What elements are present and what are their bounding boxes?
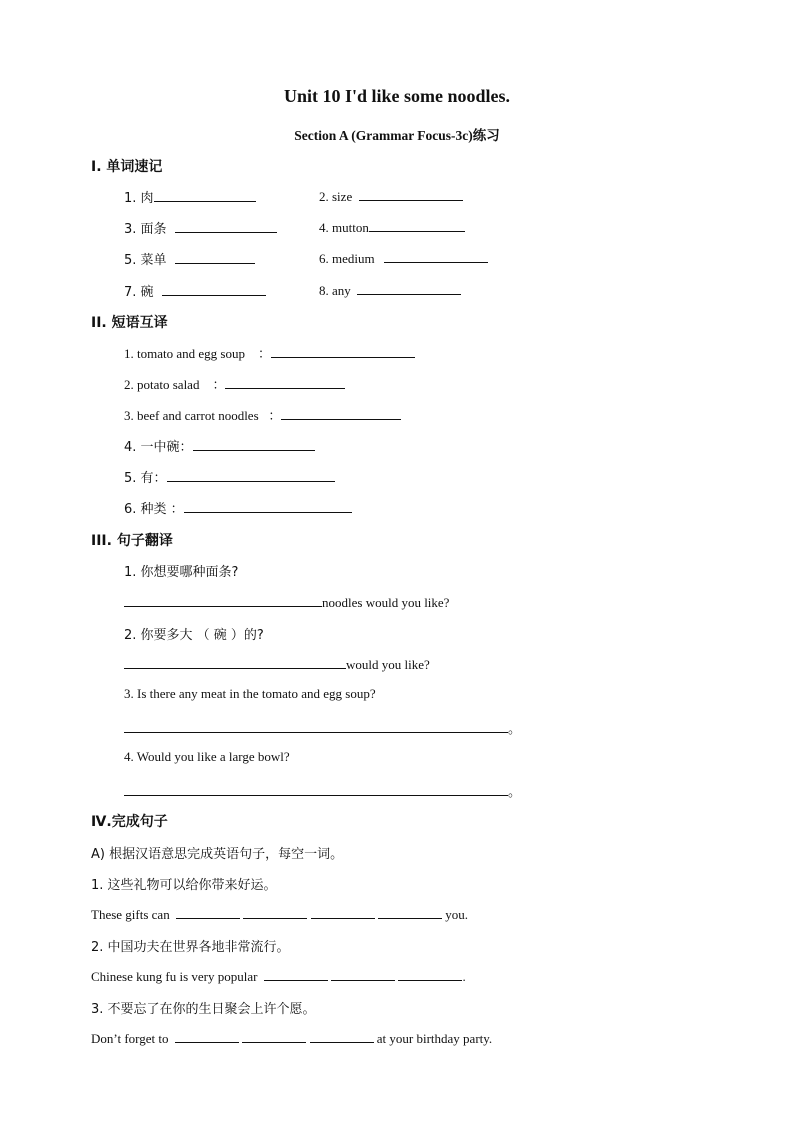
answer-blank[interactable] (175, 219, 277, 233)
answer-blank[interactable] (384, 249, 488, 263)
vocab-item: 6. medium (319, 249, 488, 267)
phrase-item: 5. 有： (124, 467, 335, 486)
answer-blank[interactable] (225, 375, 345, 389)
answer-blank[interactable] (175, 250, 255, 264)
section-heading-vocab: I. 单词速记 (91, 159, 163, 175)
vocab-item: 3. 面条 (124, 218, 277, 237)
vocab-item: 2. size (319, 187, 463, 205)
answer-blank[interactable] (359, 187, 463, 201)
phrase-item: 2. potato salad ： (124, 374, 345, 393)
answer-blank[interactable] (331, 967, 395, 981)
answer-line-row: would you like? (124, 655, 430, 673)
page-subtitle: Section A (Grammar Focus-3c)练习 (294, 128, 500, 143)
vocab-item: 5. 菜单 (124, 249, 255, 268)
question-prompt: 3. Is there any meat in the tomato and egg soup? (124, 686, 376, 701)
english-sentence: Chinese kung fu is very popular . (91, 969, 466, 984)
answer-blank[interactable] (357, 281, 461, 295)
phrase-item: 3. beef and carrot noodles ： (124, 405, 401, 424)
answer-blank[interactable] (243, 905, 307, 919)
vocab-item: 8. any (319, 281, 461, 299)
page-title: Unit 10 I'd like some noodles. (283, 86, 511, 106)
answer-line-row: noodles would you like? (124, 593, 449, 611)
vocab-item: 4. mutton (319, 218, 465, 236)
chinese-prompt: 2. 中国功夫在世界各地非常流行。 (91, 940, 290, 955)
answer-blank[interactable] (310, 1029, 374, 1043)
answer-blank[interactable] (167, 468, 335, 482)
vocab-item: 7. 碗 (124, 281, 266, 300)
answer-blank[interactable] (124, 593, 322, 607)
english-sentence: These gifts can you. (91, 907, 468, 922)
chinese-prompt: 1. 这些礼物可以给你带来好运。 (91, 878, 277, 893)
answer-blank[interactable] (398, 967, 462, 981)
question-prompt: 4. Would you like a large bowl? (124, 749, 290, 764)
english-sentence: Don’t forget to at your birthday party. (91, 1031, 493, 1046)
answer-blank[interactable] (193, 437, 315, 451)
answer-blank[interactable] (124, 655, 346, 669)
answer-blank[interactable] (162, 282, 266, 296)
section-heading-complete: Ⅳ.完成句子 (91, 814, 168, 830)
section-heading-translate: III. 句子翻译 (91, 533, 173, 549)
instruction-text: A) 根据汉语意思完成英语句子，每空一词。 (91, 847, 344, 862)
answer-blank[interactable] (271, 344, 415, 358)
answer-blank[interactable] (369, 218, 465, 232)
vocab-item: 1. 肉 (124, 187, 256, 206)
answer-blank[interactable] (378, 905, 442, 919)
answer-blank[interactable] (176, 905, 240, 919)
answer-blank[interactable] (281, 406, 401, 420)
answer-line-row: 。 (124, 781, 521, 800)
answer-blank[interactable] (154, 188, 256, 202)
phrase-item: 4. 一中碗： (124, 436, 315, 455)
answer-blank[interactable] (311, 905, 375, 919)
answer-blank[interactable] (175, 1029, 239, 1043)
answer-blank[interactable] (184, 499, 352, 513)
answer-line-row: 。 (124, 718, 521, 737)
chinese-prompt: 3. 不要忘了在你的生日聚会上许个愿。 (91, 1002, 316, 1017)
phrase-item: 6. 种类 ： (124, 498, 352, 517)
question-prompt: 2. 你要多大 （ 碗 ）的? (124, 628, 264, 643)
answer-blank[interactable] (124, 782, 508, 796)
answer-blank[interactable] (242, 1029, 306, 1043)
answer-blank[interactable] (124, 719, 508, 733)
question-prompt: 1. 你想要哪种面条? (124, 565, 239, 580)
answer-blank[interactable] (264, 967, 328, 981)
section-heading-phrases: II. 短语互译 (91, 315, 168, 331)
phrase-item: 1. tomato and egg soup ： (124, 343, 415, 362)
